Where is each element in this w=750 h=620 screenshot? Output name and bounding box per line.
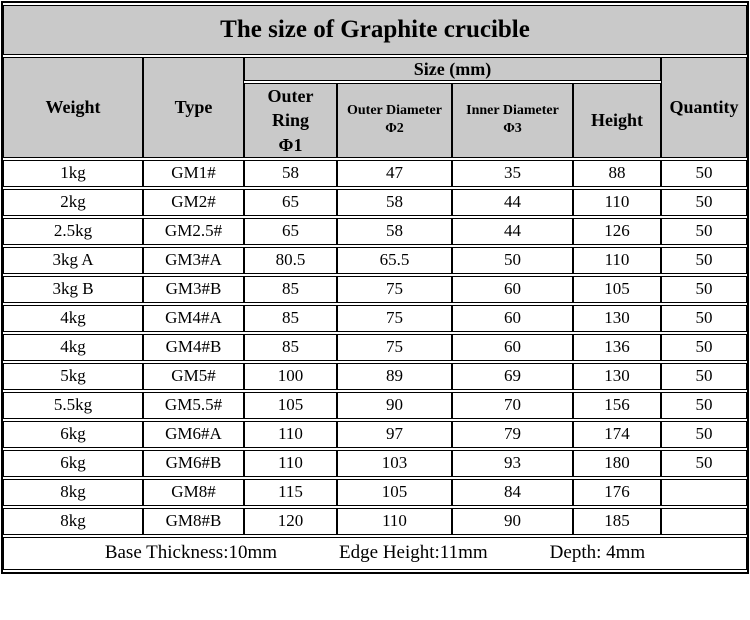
- outer-diameter-cell: 65.5: [337, 247, 452, 274]
- table-row: [3, 247, 747, 274]
- table-row: [3, 218, 747, 245]
- inner-diameter-label: Inner Diameter: [466, 102, 559, 118]
- height-cell: 176: [573, 479, 661, 506]
- height-cell: 180: [573, 450, 661, 477]
- footer-notes: [3, 537, 747, 570]
- column-header-quantity: Quantity: [661, 57, 747, 158]
- inner-diameter-cell: 90: [452, 508, 573, 535]
- inner-diameter-cell: 70: [452, 392, 573, 419]
- height-cell: 130: [573, 305, 661, 332]
- table-row: [3, 479, 747, 506]
- outer-diameter-cell: 97: [337, 421, 452, 448]
- outer-diameter-cell: 58: [337, 189, 452, 216]
- column-header-outer-diameter: [337, 83, 452, 158]
- outer-diameter-cell: 110: [337, 508, 452, 535]
- inner-diameter-cell: 60: [452, 305, 573, 332]
- outer-ring-cell: 85: [244, 334, 337, 361]
- type-cell: GM3#B: [143, 276, 244, 303]
- quantity-cell: [661, 479, 747, 506]
- type-cell: GM8#B: [143, 508, 244, 535]
- quantity-cell: 50: [661, 276, 747, 303]
- quantity-cell: 50: [661, 334, 747, 361]
- outer-diameter-cell: 103: [337, 450, 452, 477]
- weight-cell: 8kg: [3, 479, 143, 506]
- height-cell: 110: [573, 247, 661, 274]
- outer-ring-cell: 80.5: [244, 247, 337, 274]
- quantity-cell: 50: [661, 247, 747, 274]
- table-row: [3, 450, 747, 477]
- inner-diameter-cell: 84: [452, 479, 573, 506]
- type-cell: GM5#: [143, 363, 244, 390]
- height-cell: 136: [573, 334, 661, 361]
- outer-ring-symbol: Φ1: [278, 134, 303, 155]
- quantity-cell: 50: [661, 421, 747, 448]
- height-cell: 174: [573, 421, 661, 448]
- title-row: [3, 5, 747, 55]
- outer-ring-cell: 85: [244, 305, 337, 332]
- height-cell: 105: [573, 276, 661, 303]
- quantity-cell: 50: [661, 218, 747, 245]
- outer-diameter-cell: 90: [337, 392, 452, 419]
- outer-diameter-cell: 58: [337, 218, 452, 245]
- type-cell: GM3#A: [143, 247, 244, 274]
- outer-diameter-cell: 75: [337, 305, 452, 332]
- table-row: [3, 276, 747, 303]
- inner-diameter-cell: 44: [452, 189, 573, 216]
- type-cell: GM2#: [143, 189, 244, 216]
- table-row: [3, 363, 747, 390]
- quantity-cell: 50: [661, 160, 747, 187]
- outer-ring-cell: 110: [244, 421, 337, 448]
- crucible-size-table-frame: [1, 1, 749, 574]
- outer-diameter-cell: 105: [337, 479, 452, 506]
- type-cell: GM4#B: [143, 334, 244, 361]
- quantity-cell: [661, 508, 747, 535]
- table-row: [3, 160, 747, 187]
- weight-cell: 5kg: [3, 363, 143, 390]
- table-row: [3, 189, 747, 216]
- height-cell: 185: [573, 508, 661, 535]
- height-cell: 130: [573, 363, 661, 390]
- table-row: [3, 392, 747, 419]
- table-row: [3, 421, 747, 448]
- weight-cell: 2kg: [3, 189, 143, 216]
- weight-cell: 4kg: [3, 305, 143, 332]
- column-header-type: Type: [143, 57, 244, 158]
- outer-ring-cell: 58: [244, 160, 337, 187]
- outer-diameter-label: Outer Diameter: [347, 102, 442, 118]
- quantity-cell: 50: [661, 305, 747, 332]
- depth-note: Depth: 4mm: [549, 542, 646, 564]
- table-row: [3, 508, 747, 535]
- column-group-size-mm: Size (mm): [244, 57, 661, 81]
- height-cell: 126: [573, 218, 661, 245]
- quantity-cell: 50: [661, 450, 747, 477]
- outer-diameter-cell: 75: [337, 276, 452, 303]
- footer-row: [3, 537, 747, 570]
- footer-notes-line: [6, 542, 744, 564]
- table-row: [3, 305, 747, 332]
- weight-cell: 2.5kg: [3, 218, 143, 245]
- outer-diameter-cell: 75: [337, 334, 452, 361]
- height-cell: 110: [573, 189, 661, 216]
- edge-height-note: Edge Height:11mm: [339, 542, 488, 564]
- type-cell: GM8#: [143, 479, 244, 506]
- weight-cell: 4kg: [3, 334, 143, 361]
- outer-diameter-cell: 47: [337, 160, 452, 187]
- page-title: The size of Graphite crucible: [3, 5, 747, 55]
- outer-ring-cell: 105: [244, 392, 337, 419]
- outer-ring-cell: 100: [244, 363, 337, 390]
- base-thickness-note: Base Thickness:10mm: [104, 542, 278, 564]
- outer-diameter-cell: 89: [337, 363, 452, 390]
- type-cell: GM2.5#: [143, 218, 244, 245]
- crucible-size-table: [3, 3, 747, 572]
- quantity-cell: 50: [661, 363, 747, 390]
- outer-ring-label: Outer Ring: [267, 86, 314, 131]
- inner-diameter-cell: 44: [452, 218, 573, 245]
- weight-cell: 6kg: [3, 450, 143, 477]
- outer-diameter-symbol: Φ2: [385, 121, 404, 137]
- outer-ring-cell: 120: [244, 508, 337, 535]
- inner-diameter-cell: 60: [452, 334, 573, 361]
- quantity-cell: 50: [661, 392, 747, 419]
- column-header-outer-ring: [244, 83, 337, 158]
- weight-cell: 3kg A: [3, 247, 143, 274]
- weight-cell: 6kg: [3, 421, 143, 448]
- weight-cell: 5.5kg: [3, 392, 143, 419]
- outer-ring-cell: 115: [244, 479, 337, 506]
- type-cell: GM4#A: [143, 305, 244, 332]
- type-cell: GM1#: [143, 160, 244, 187]
- weight-cell: 3kg B: [3, 276, 143, 303]
- weight-cell: 1kg: [3, 160, 143, 187]
- quantity-cell: 50: [661, 189, 747, 216]
- type-cell: GM6#A: [143, 421, 244, 448]
- column-header-weight: Weight: [3, 57, 143, 158]
- column-header-inner-diameter: [452, 83, 573, 158]
- table-row: [3, 334, 747, 361]
- type-cell: GM5.5#: [143, 392, 244, 419]
- inner-diameter-cell: 79: [452, 421, 573, 448]
- inner-diameter-cell: 93: [452, 450, 573, 477]
- inner-diameter-cell: 35: [452, 160, 573, 187]
- outer-ring-cell: 65: [244, 218, 337, 245]
- height-cell: 156: [573, 392, 661, 419]
- header-row-group: [3, 57, 747, 81]
- inner-diameter-symbol: Φ3: [503, 121, 522, 137]
- column-header-height: Height: [573, 83, 661, 158]
- type-cell: GM6#B: [143, 450, 244, 477]
- weight-cell: 8kg: [3, 508, 143, 535]
- inner-diameter-cell: 69: [452, 363, 573, 390]
- inner-diameter-cell: 50: [452, 247, 573, 274]
- inner-diameter-cell: 60: [452, 276, 573, 303]
- outer-ring-cell: 65: [244, 189, 337, 216]
- outer-ring-cell: 110: [244, 450, 337, 477]
- outer-ring-cell: 85: [244, 276, 337, 303]
- height-cell: 88: [573, 160, 661, 187]
